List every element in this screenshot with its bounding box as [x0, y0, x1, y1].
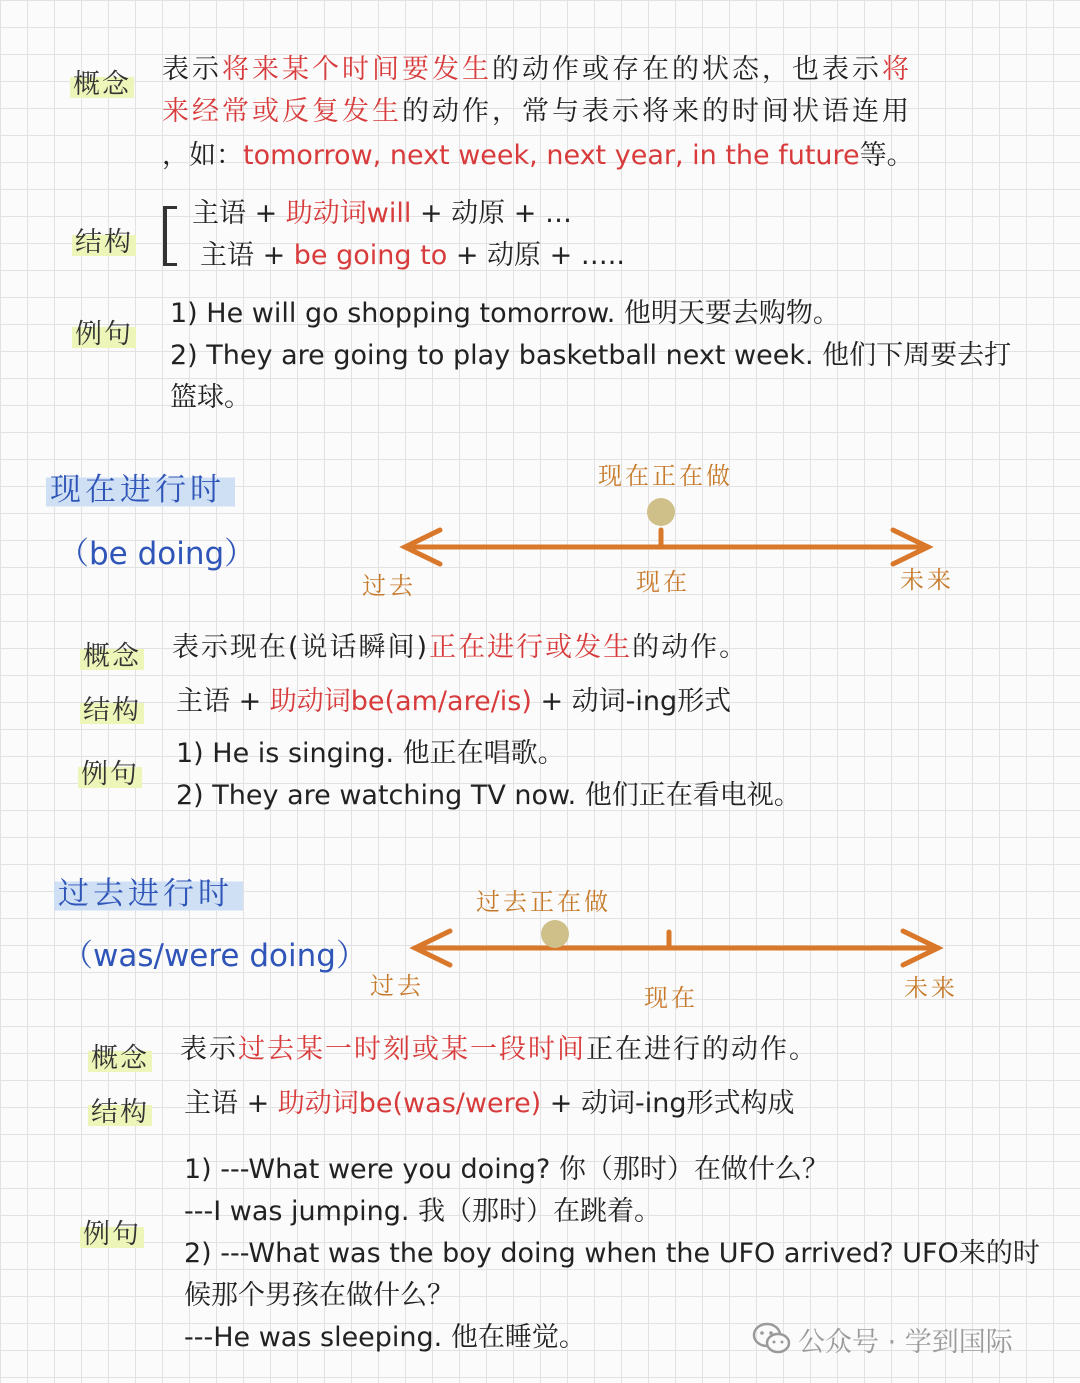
concept-text-past [180, 1030, 818, 1070]
text-segment: + 动原 + … [411, 198, 572, 229]
structure-text-present [176, 682, 731, 722]
highlight-segment: be going to [293, 240, 448, 271]
concept-text-future-1 [162, 50, 912, 90]
concept-text-future-3 [162, 136, 914, 176]
example-tag-present: 例句 [78, 752, 142, 791]
example-tag-past: 例句 [80, 1212, 144, 1251]
example-line-future-2: 2) They are going to play basketball next week. 他们下周要去打 [170, 340, 1012, 371]
section-subtitle-present-continuous: （be doing） [58, 536, 256, 572]
section-title-present-continuous: 现在进行时 [46, 464, 235, 509]
example-line-future-3: 篮球。 [170, 382, 251, 413]
structure-line-future-2 [200, 236, 625, 276]
example-line-past-2: ---I was jumping. 我（那时）在跳着。 [184, 1196, 662, 1227]
timeline-future-label: 未来 [904, 974, 958, 1002]
highlight-segment: 助动词will [285, 198, 412, 229]
example-line-present-1: 1) He is singing. 他正在唱歌。 [176, 738, 565, 769]
text-segment: 主语 + [184, 1088, 278, 1119]
structure-bracket [163, 206, 177, 266]
highlight-segment: 助动词be(was/were) [277, 1088, 542, 1119]
text-segment: 的动作，常与表示将来的时间状语连用 [402, 96, 912, 127]
timeline-now-label: 现在 [644, 984, 698, 1012]
text-segment: 的动作。 [632, 632, 749, 663]
text-segment: + 动原 + ….. [447, 240, 625, 271]
structure-text-past [184, 1084, 795, 1124]
text-segment: 表示 [162, 54, 222, 85]
text-segment: 表示 [180, 1034, 238, 1065]
highlight-segment: 将来某个时间要发生 [222, 54, 492, 85]
timeline-past-label: 过去 [362, 572, 416, 600]
structure-tag-future: 结构 [72, 220, 136, 259]
example-line-future-1: 1) He will go shopping tomorrow. 他明天要去购物。 [170, 298, 840, 329]
highlight-segment: 来经常或反复发生 [162, 96, 402, 127]
section-subtitle-past-continuous: （was/were doing） [62, 938, 367, 974]
concept-tag-present: 概念 [80, 634, 144, 673]
timeline-dot [647, 498, 675, 526]
timeline-point-label-past: 过去正在做 [476, 888, 611, 916]
text-segment: + 动词-ing形式 [531, 686, 732, 717]
example-line-past-3: 2) ---What was the boy doing when the UFO arrived? UFO来的时 [184, 1238, 1040, 1269]
text-segment: 等。 [859, 140, 914, 171]
example-line-present-2: 2) They are watching TV now. 他们正在看电视。 [176, 780, 801, 811]
timeline-now-label: 现在 [636, 568, 690, 596]
example-tag-future: 例句 [72, 312, 136, 351]
text-segment: 主语 + [176, 686, 270, 717]
text-segment: 正在进行的动作。 [586, 1034, 818, 1065]
highlight-segment: 正在进行或发生 [429, 632, 633, 663]
highlight-segment: 助动词be(am/are/is) [269, 686, 532, 717]
wechat-icon [752, 1322, 792, 1356]
concept-text-future-2 [162, 92, 912, 132]
structure-tag-present: 结构 [80, 688, 144, 727]
text-segment: 主语 + [200, 240, 294, 271]
text-segment: + 动词-ing形式构成 [541, 1088, 795, 1119]
example-line-past-5: ---He was sleeping. 他在睡觉。 [184, 1322, 586, 1353]
structure-tag-past: 结构 [88, 1090, 152, 1129]
text-segment: 的动作或存在的状态，也表示 [492, 54, 882, 85]
example-line-past-1: 1) ---What were you doing? 你（那时）在做什么？ [184, 1154, 829, 1185]
concept-tag-future: 概念 [70, 62, 134, 101]
highlight-segment: 过去某一时刻或某一段时间 [238, 1034, 586, 1065]
concept-tag-past: 概念 [88, 1036, 152, 1075]
text-segment: 表示现在(说话瞬间) [172, 632, 430, 663]
timeline-past-label: 过去 [370, 972, 424, 1000]
text-segment: 主语 + [192, 198, 286, 229]
example-line-past-4: 候那个男孩在做什么？ [184, 1280, 454, 1311]
concept-text-present [172, 628, 748, 668]
text-segment: ，如： [162, 140, 243, 171]
timeline-point-label-present: 现在正在做 [598, 462, 733, 490]
timeline-dot [541, 920, 569, 948]
structure-line-future-1 [192, 194, 572, 234]
timeline-future-label: 未来 [900, 566, 954, 594]
section-title-past-continuous: 过去进行时 [54, 868, 243, 913]
highlight-segment: 将 [882, 54, 912, 85]
highlight-segment: tomorrow, next week, next year, in the future [243, 140, 860, 171]
watermark-text: 公众号 · 学到国际 [798, 1327, 1013, 1358]
